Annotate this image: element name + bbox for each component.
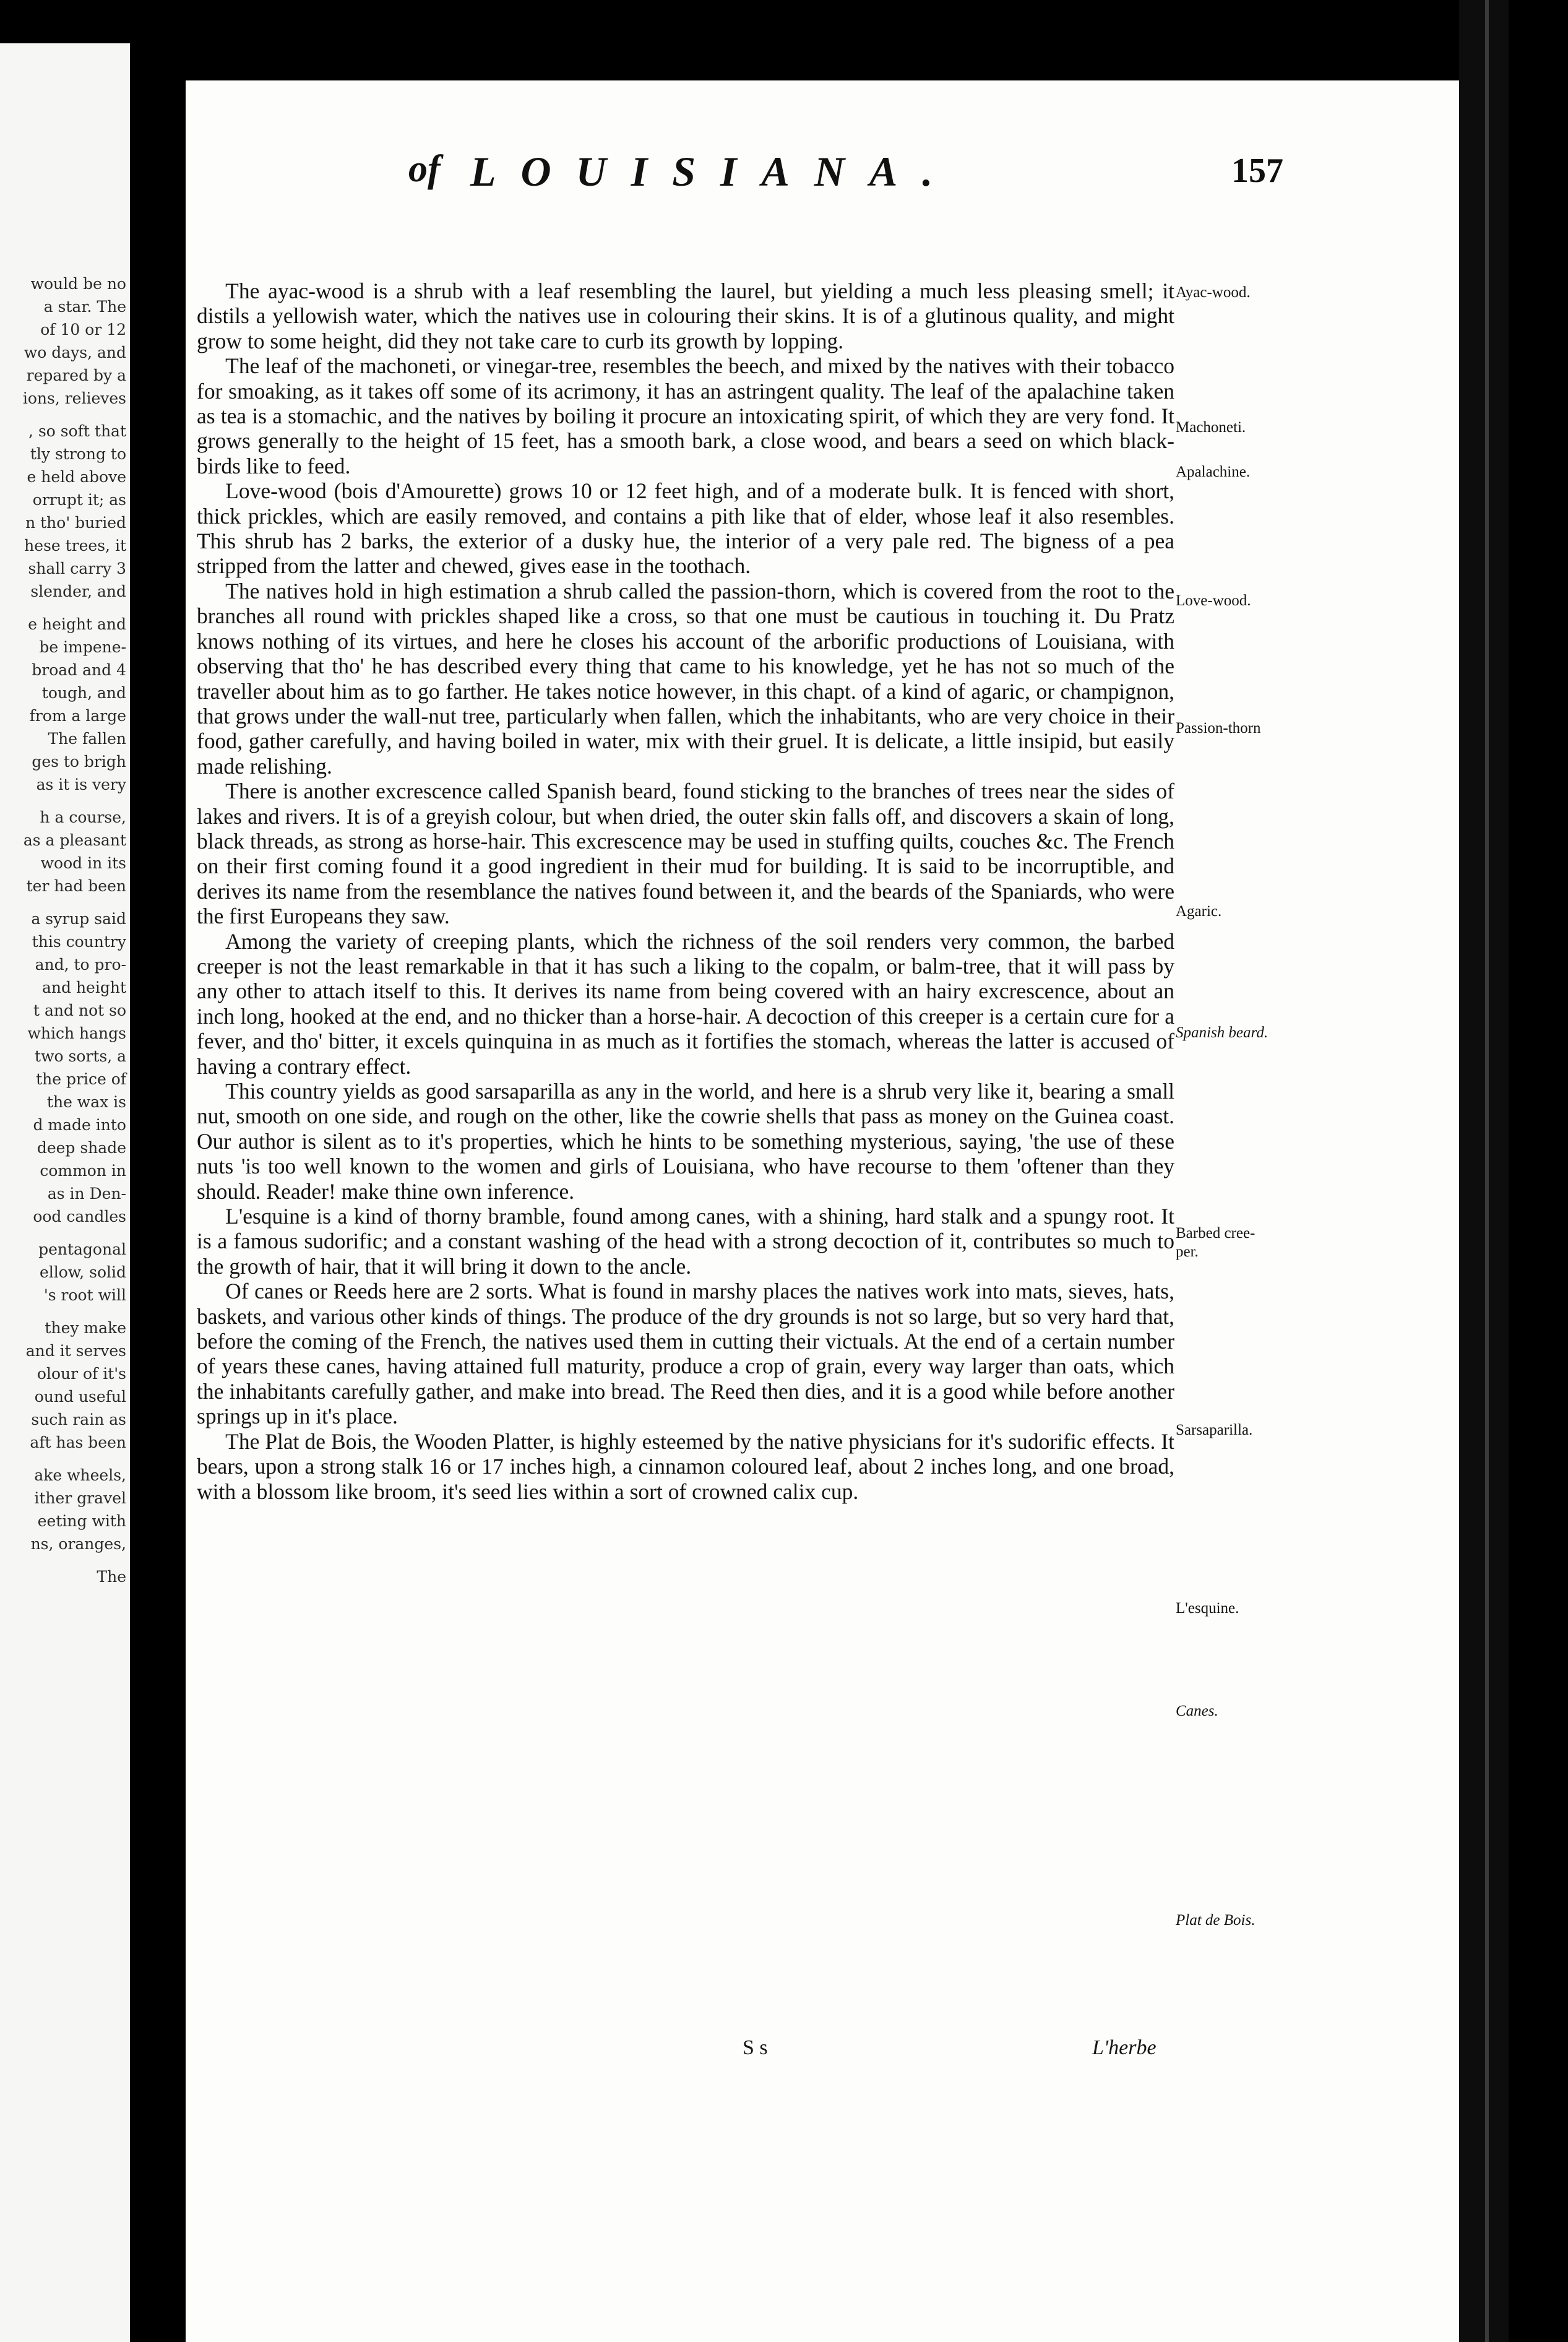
facing-page-line: as a pleasant [23,831,126,849]
margin-note-sarsaparilla: Sarsaparilla. [1176,1422,1253,1438]
facing-page-line: olour of it's [37,1365,126,1383]
facing-page-line: orrupt it; as [32,491,126,509]
facing-page-gap [0,897,126,907]
margin-note-passion-thorn: Passion-thorn [1176,720,1261,737]
facing-page-gap [0,1454,126,1464]
facing-page-gap [0,796,126,806]
facing-page-line: ither gravel [34,1489,126,1507]
facing-page-line: wo days, and [24,344,126,361]
facing-page-line: t and not so [33,1001,126,1019]
facing-page-line: ges to brigh [32,753,126,771]
margin-note-barbed-creeper-cont: per. [1176,1243,1199,1260]
facing-page-line: of 10 or 12 [40,321,126,339]
margin-note-spanish-beard: Spanish beard. [1176,1024,1269,1041]
paragraph-machoneti: The leaf of the machoneti, or vinegar-tree, resembles the beech, and mixed by the natives with their tobacco for smoaking, as it takes off some of its acrimony, it has an astringent quality. The leaf of the apalachine taken as tea is a stomachic, and the natives by boiling it procure an intoxicating spirit, of which they are very fond. It grows generally to the height of 15 feet, has a smooth bark, a close wood, and bears a seed on which black-birds like to feed. [197,353,1174,478]
paragraph-ayac-wood: The ayac-wood is a shrub with a leaf resembling the laurel, but yielding a much less pleasing smell; it distils a yellowish water, which the natives use in colouring their skins. It is of a glutinous quality, and might grow to some height, did they not take care to curb its growth by lopping. [197,279,1174,353]
facing-page-gap [0,410,126,420]
facing-page-line: as in Den- [47,1185,126,1203]
facing-page-line: hese trees, it [24,537,126,555]
facing-page-line: e height and [28,615,126,633]
running-head-prefix: of [408,148,441,190]
margin-note-canes: Canes. [1176,1703,1218,1719]
running-head [204,144,1283,195]
margin-note-ayac-wood: Ayac-wood. [1176,284,1251,301]
facing-page-line: d made into [33,1116,126,1134]
running-head-title: LOUISIANA. [470,148,958,195]
facing-page-line: this country [32,933,126,951]
facing-page-line: a syrup said [31,910,126,928]
margin-note-machoneti: Machoneti. [1176,419,1246,436]
facing-page-line: , so soft that [28,422,126,440]
catchword: L'herbe [1092,2036,1157,2059]
paragraph-love-wood: Love-wood (bois d'Amourette) grows 10 or 12 feet high, and of a moderate bulk. It is fenced with short, thick prickles, which are easily removed, and contains a pith like that of elder, whose leaf it also resembles. This shrub has 2 barks, the exterior of a dusky hue, the interior of a very pale red. The bigness of a pea stripped from the latter and chewed, gives ease in the toothach. [197,478,1174,579]
facing-page-line: which hangs [27,1024,126,1042]
page-number: 157 [1231,152,1283,190]
facing-page-line: two sorts, a [35,1047,126,1065]
facing-page-gap [0,1228,126,1238]
facing-page-line: common in [40,1162,126,1180]
facing-page-line: would be no [30,275,126,293]
margin-note-love-wood: Love-wood. [1176,592,1251,609]
page-footer [743,2036,1238,2073]
facing-page-line: such rain as [31,1411,126,1428]
facing-page-line: repared by a [26,366,126,384]
facing-page-line: aft has been [30,1433,126,1451]
facing-page-line: e held above [27,468,126,486]
margin-note-barbed-creeper: Barbed cree- [1176,1225,1256,1242]
gutter-shadow [130,0,186,2342]
paragraph-spanish-beard: There is another excrescence called Spanish beard, found sticking to the branches of trees near the sides of lakes and rivers. It is of a greyish colour, but when dried, the outer skin falls off, and discovers a skain of long, black threads, as strong as horse-hair. This excrescence may be used in stuffing quilts, couches &c. The French on their first coming found it a good ingredient in their mud for building. It is said to be incorruptible, and derives its name from the resemblance the natives found between it, and the beards of the Spaniards, who were the first Europeans they saw. [197,779,1174,929]
facing-page-line: 's root will [43,1286,126,1304]
book-edge [1459,0,1509,2342]
facing-page-line: broad and 4 [32,661,126,679]
facing-page-line: ood candles [33,1208,126,1225]
margin-note-plat-de-bois: Plat de Bois. [1176,1912,1256,1929]
paragraph-lesquine: L'esquine is a kind of thorny bramble, found among canes, with a shining, hard stalk and a spungy root. It is a famous sudorific; and a constant washing of the head with a strong decoction of it, contributes so much to the growth of hair, that it will bring it down to the ancle. [197,1204,1174,1279]
signature-mark: S s [743,2036,768,2059]
facing-page-line: h a course, [40,808,126,826]
facing-page-line: tly strong to [30,445,126,463]
facing-page-text [0,272,126,1588]
facing-page-gap [0,1555,126,1565]
paragraph-passion-thorn: The natives hold in high estimation a shrub called the passion-thorn, which is covered from the root to the branches all round with prickles shaped like a cross, so that one must be cautious in touching it. Du Pratz knows nothing of its virtues, and here he closes his account of the arborific productions of Louisiana, with observing that tho' he has described every thing that came to his knowledge, yet he has not so much of the traveller about him as to go farther. He takes notice however, in this chapt. of a kind of agaric, or champignon, that grows under the wall-nut tree, particularly when fallen, which the inhabitants, who are very choice in their food, gather carefully, and having boiled in water, mix with their gruel. It is delicate, a little insipid, but easily made relishing. [197,578,1174,779]
facing-page-line: they make [45,1319,126,1337]
facing-page-line: and height [42,979,126,996]
facing-page-line: pentagonal [38,1240,126,1258]
body-text [197,279,1174,1504]
facing-page-line: ake wheels, [34,1466,126,1484]
paragraph-plat-de-bois: The Plat de Bois, the Wooden Platter, is highly esteemed by the native physicians for it's sudorific effects. It bears, upon a strong stalk 16 or 17 inches high, a cinnamon coloured leaf, about 2 inches long, and one broad, with a blossom like broom, it's seed lies within a sort of crowned calix cup. [197,1428,1174,1504]
margin-note-agaric: Agaric. [1176,903,1222,920]
facing-page-line: ions, relieves [22,389,126,407]
facing-page-line: deep shade [37,1139,126,1157]
facing-page-line: ellow, solid [39,1263,126,1281]
facing-page-line: ter had been [26,877,126,895]
facing-page-line: eeting with [37,1512,126,1530]
paragraph-sarsaparilla: This country yields as good sarsaparilla as any in the world, and here is a shrub very like it, bearing a small nut, smooth on one side, and rough on the other, like the cowrie shells that pass as money on the Guinea coast. Our author is silent as to it's properties, which he hints to be something mysterious, saying, 'the use of these nuts 'is too well known to the women and girls of Louisiana, who have recourse to them 'oftener than they should. Reader! make thine own inference. [197,1079,1174,1204]
facing-page-line: wood in its [40,854,126,872]
paragraph-canes: Of canes or Reeds here are 2 sorts. What is found in marshy places the natives work into mats, sieves, hats, baskets, and various other kinds of things. The produce of the dry grounds is not so large, but so very hard that, before the coming of the French, the natives used them in cutting their victuals. At the end of a certain number of years these canes, having attained full maturity, produce a crop of grain, every way larger than oats, which the inhabitants carefully gather, and make into bread. The Reed then dies, and it is a good while before another springs up in it's place. [197,1279,1174,1429]
facing-page-line: the wax is [46,1093,126,1111]
facing-page-line: the price of [36,1070,126,1088]
facing-page-gap [0,1307,126,1316]
book-edge-line [1485,0,1489,2342]
facing-page-line: slender, and [30,582,126,600]
facing-page-line: ound useful [34,1388,126,1406]
facing-page-line: a star. The [43,298,126,316]
facing-page-line: be impene- [39,638,126,656]
facing-page-line: from a large [29,707,126,725]
facing-page-fragment [0,43,130,2342]
margin-notes [1176,0,1281,2342]
margin-note-apalachine: Apalachine. [1176,464,1251,480]
facing-page-line: as it is very [36,776,126,793]
facing-page-gap [0,603,126,613]
paragraph-barbed-creeper: Among the variety of creeping plants, which the richness of the soil renders very common, the barbed creeper is not the least remarkable in that it has such a liking to the copalm, or balm-tree, that it will pass by any other to attach itself to this. It derives its name from being covered with an hairy excrescence, about an inch long, hooked at the end, and no thicker than a horse-hair. A decoction of this creeper is a certain cure for a fever, and tho' bitter, it excels quinquina in as much as it fortifies the stomach, whereas the latter is accused of having a contrary effect. [197,928,1174,1079]
facing-page-line: and, to pro- [35,956,126,974]
facing-page-line: and it serves [25,1342,126,1360]
facing-page-line: ns, oranges, [30,1535,126,1553]
facing-page-line: tough, and [41,684,126,702]
facing-page-line: shall carry 3 [28,560,126,577]
facing-page-line: n tho' buried [25,514,126,532]
facing-page-line: The fallen [48,730,126,748]
facing-page-line: The [97,1568,126,1586]
margin-note-lesquine: L'esquine. [1176,1600,1239,1617]
